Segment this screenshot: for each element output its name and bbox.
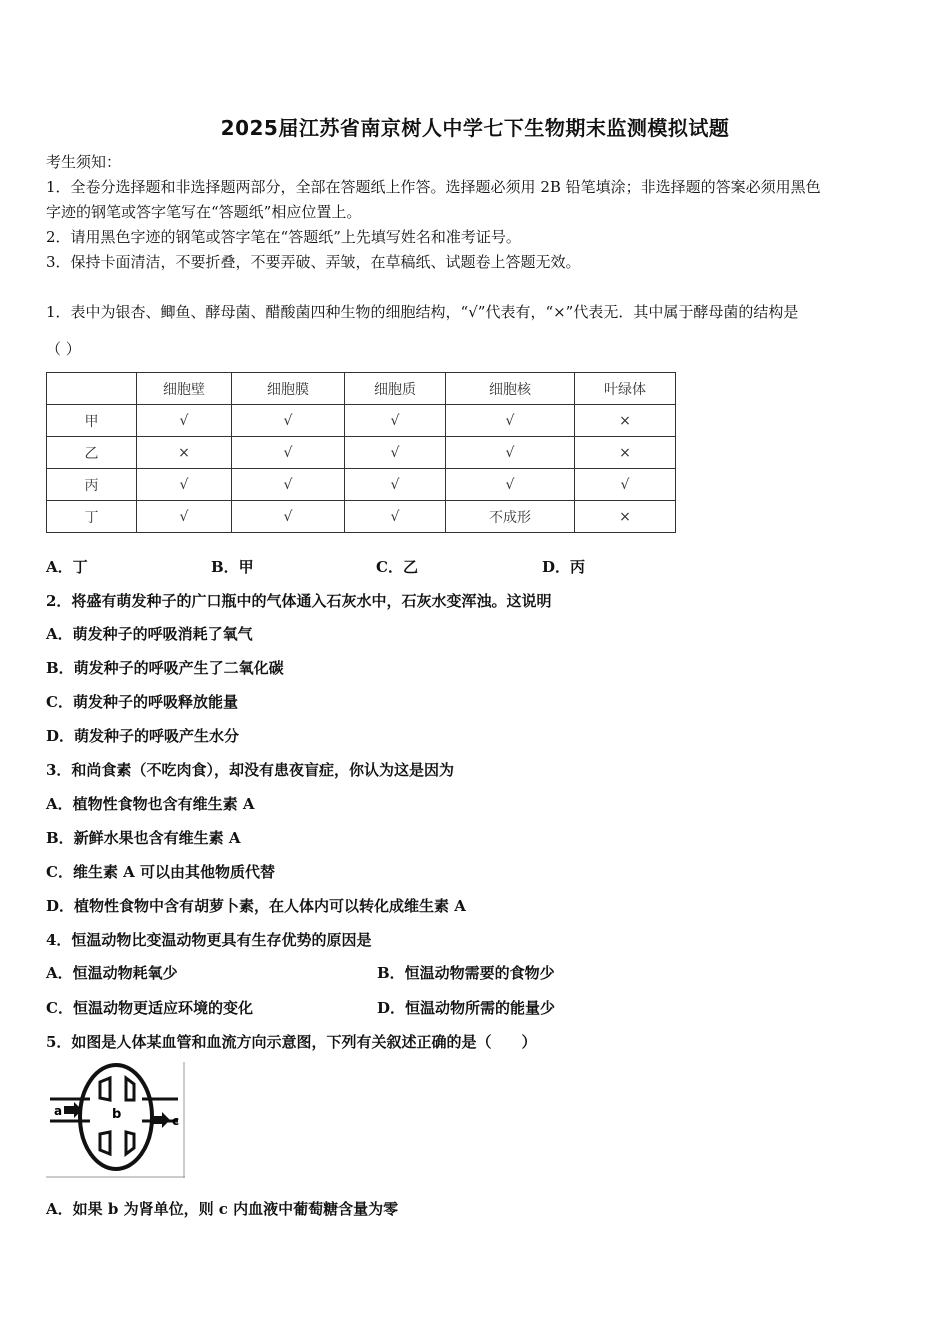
table-header-cell: 细胞壁 (137, 373, 232, 405)
blood-vessel-figure (46, 1062, 185, 1178)
table-row (47, 405, 676, 437)
q2-option-d: D．萌发种子的呼吸产生水分 (46, 727, 240, 745)
q1-paren: （ ） (46, 340, 81, 358)
table-row (47, 501, 676, 533)
table-cell: 丙 (47, 469, 137, 501)
table-cell: √ (446, 437, 575, 469)
notice-heading: 考生须知： (46, 153, 122, 171)
capillary-segment (100, 1078, 110, 1100)
q1-option-d: D．丙 (542, 558, 586, 576)
notice-line-1a: 1．全卷分选择题和非选择题两部分，全部在答题纸上作答。选择题必须用 2B 铅笔填涂；非选择题的答案必须用黑色 (46, 178, 821, 196)
q4-stem: 4．恒温动物比变温动物更具有生存优势的原因是 (46, 931, 372, 949)
label-a: a (54, 1104, 63, 1118)
capillary-segment (126, 1132, 134, 1154)
table-header-cell (47, 373, 137, 405)
q1-option-a: A．丁 (46, 558, 88, 576)
q1-option-c: C．乙 (376, 558, 418, 576)
q4-option-d: D．恒温动物所需的能量少 (377, 999, 556, 1017)
table-row (47, 437, 676, 469)
table-cell: √ (137, 501, 232, 533)
table-cell: √ (345, 437, 446, 469)
table-cell: √ (232, 437, 345, 469)
q3-stem: 3．和尚食素（不吃肉食），却没有患夜盲症，你认为这是因为 (46, 761, 454, 779)
q1-option-b: B．甲 (211, 558, 254, 576)
table-header-row (47, 373, 676, 405)
q2-option-c: C．萌发种子的呼吸释放能量 (46, 693, 238, 711)
table-cell: √ (345, 501, 446, 533)
flow-arrow-icon (152, 1112, 170, 1128)
table-cell: × (137, 437, 232, 469)
table-cell: √ (345, 405, 446, 437)
q2-stem: 2．将盛有萌发种子的广口瓶中的气体通入石灰水中，石灰水变浑浊。这说明 (46, 592, 552, 610)
table-cell: √ (232, 469, 345, 501)
table-cell: √ (232, 501, 345, 533)
q4-option-b: B．恒温动物需要的食物少 (377, 964, 555, 982)
table-row (47, 469, 676, 501)
table-cell: √ (446, 405, 575, 437)
q4-option-a: A．恒温动物耗氧少 (46, 964, 178, 982)
capillary-segment (100, 1132, 110, 1154)
page-title: 2025届江苏省南京树人中学七下生物期末监测模拟试题 (220, 116, 730, 140)
table-header-cell: 细胞膜 (232, 373, 345, 405)
table-cell: √ (232, 405, 345, 437)
label-c: c (172, 1114, 180, 1128)
capillary-segment (126, 1078, 134, 1100)
table-cell: 丁 (47, 501, 137, 533)
q2-option-b: B．萌发种子的呼吸产生了二氧化碳 (46, 659, 284, 677)
q5-option-a: A．如果 b 为肾单位，则 c 内血液中葡萄糖含量为零 (46, 1200, 399, 1218)
table-cell: × (575, 501, 676, 533)
cell-structure-table (46, 372, 676, 533)
q3-option-b: B．新鲜水果也含有维生素 A (46, 829, 241, 847)
table-cell: √ (137, 469, 232, 501)
notice-line-2: 2．请用黑色字迹的钢笔或答字笔在“答题纸”上先填写姓名和准考证号。 (46, 228, 521, 246)
table-cell: 甲 (47, 405, 137, 437)
q4-option-c: C．恒温动物更适应环境的变化 (46, 999, 253, 1017)
notice-line-1b: 字迹的钢笔或答字笔写在“答题纸”相应位置上。 (46, 203, 362, 221)
table-cell: √ (345, 469, 446, 501)
table-cell: √ (137, 405, 232, 437)
table-header-cell: 叶绿体 (575, 373, 676, 405)
table-cell: 不成形 (446, 501, 575, 533)
table-cell: √ (575, 469, 676, 501)
table-header-cell: 细胞核 (446, 373, 575, 405)
table-cell: × (575, 437, 676, 469)
q3-option-d: D．植物性食物中含有胡萝卜素，在人体内可以转化成维生素 A (46, 897, 466, 915)
q3-option-a: A．植物性食物也含有维生素 A (46, 795, 255, 813)
table-header-cell: 细胞质 (345, 373, 446, 405)
table-cell: √ (446, 469, 575, 501)
table-cell: 乙 (47, 437, 137, 469)
notice-line-3: 3．保持卡面清洁，不要折叠，不要弄破、弄皱，在草稿纸、试题卷上答题无效。 (46, 253, 581, 271)
q3-option-c: C．维生素 A 可以由其他物质代替 (46, 863, 276, 881)
label-b: b (112, 1107, 122, 1122)
q5-stem: 5．如图是人体某血管和血流方向示意图，下列有关叙述正确的是（ ） (46, 1033, 537, 1051)
table-cell: × (575, 405, 676, 437)
q2-option-a: A．萌发种子的呼吸消耗了氧气 (46, 625, 253, 643)
q1-stem: 1．表中为银杏、鲫鱼、酵母菌、醋酸菌四种生物的细胞结构，“√”代表有，“×”代表无．其中属于酵母菌的结构是 (46, 303, 799, 321)
